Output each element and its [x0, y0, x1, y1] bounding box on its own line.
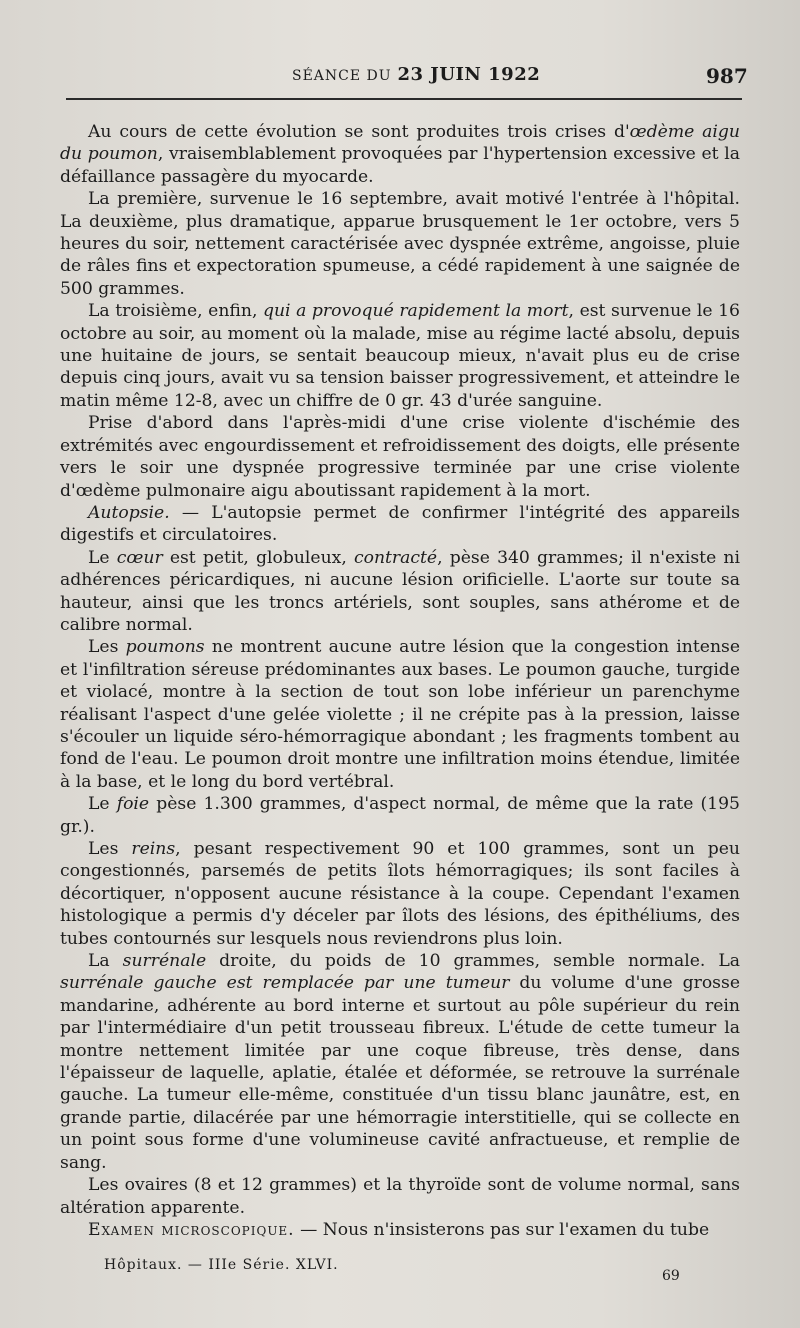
text-segment: La première, survenue le 16 septembre, avait motivé l'entrée à l'hôpital. La deuxième, plus dramatique, apparue brusquement le 1er octobre, vers 5 heures du soir, nettement caractérisée avec dyspnée extrême, angoisse, pluie de râles fins et expectoration spumeuse, a cédé rapidement à une saignée de 500 grammes.: [60, 189, 740, 299]
text-segment: ne montrent aucune autre lésion que la congestion intense et l'infiltration séreuse prédominantes aux bases. Le poumon gauche, turgide et violacé, montre à la section de tout son lobe inférieur un parenchyme réalisant l'aspect d'une gelée violette ; il ne crépite pas à la pression, laisse s'écouler un liquide séro-hémorragique abondant ; les fragments tombent au fond de l'eau. Le poumon droit montre une infiltration moins étendue, limitée à la base, et le long du bord vertébral.: [60, 637, 741, 792]
text-segment: Le: [88, 547, 117, 568]
paragraph: [60, 1174, 740, 1219]
text-segment: , pèse 340 grammes; il n'existe ni adhérences péricardiques, ni aucune lésion orificielle. L'aorte sur toute sa hauteur, ainsi que les troncs artériels, sont souples, sans athérome et de calibre normal.: [60, 547, 740, 635]
text-segment: Au cours de cette évolution se sont produites trois crises d': [88, 122, 630, 142]
text-segment: Prise d'abord dans l'après-midi d'une crise violente d'ischémie des extrémités avec engourdissement et refroidissement des doigts, elle présente vers le soir une dyspnée progressive terminée par une crise violente d'œdème pulmonaire aigu aboutissant rapidement à la mort.: [60, 413, 740, 501]
italic-text: reins: [131, 839, 176, 859]
italic-text: contracté: [353, 547, 438, 568]
italic-text: cœur: [116, 547, 163, 568]
italic-text: poumons: [125, 637, 205, 658]
text-segment: droite, du poids de 10 grammes, semble normale. La: [206, 951, 741, 972]
paragraph: [60, 1219, 740, 1241]
paragraph: [60, 793, 740, 838]
header-title-prefix: SÉANCE DU: [292, 68, 392, 84]
header-rule: [66, 98, 742, 100]
paragraph: [60, 188, 740, 300]
italic-text: qui a provoqué rapidement la mort: [262, 301, 569, 322]
paragraph: [60, 412, 740, 502]
text-segment: pèse 1.300 grammes, d'aspect normal, de même que la rate (195 gr.).: [60, 794, 740, 837]
text-segment: Les: [88, 839, 132, 859]
italic-text: foie: [116, 794, 150, 815]
text-segment: Les: [88, 637, 126, 658]
text-segment: du volume d'une grosse mandarine, adhérente au bord interne et surtout au pôle supérieur du rein par l'intermédiaire d'un petit trousseau fibreux. L'étude de cette tumeur la montre nettement limitée par une coque fibreuse, très dense, dans l'épaisseur de laquelle, aplatie, étalée et déformée, se retrouve la surrénale gauche. La tumeur elle-même, constituée d'un tissu blanc jaunâtre, est, en grande partie, dilacérée par une hémorragie interstitielle, qui se collecte en un point sous forme d'une volumineuse cavité anfractueuse, et remplie de sang.: [60, 973, 740, 1173]
paragraph: [60, 950, 740, 1174]
italic-text: surrénale: [122, 951, 207, 972]
paragraph: [60, 121, 740, 188]
text-segment: La: [88, 951, 123, 972]
paragraph: [60, 547, 740, 637]
text-segment: Le: [88, 794, 117, 815]
text-segment: — Nous n'insisterons pas sur l'examen du tube: [294, 1219, 710, 1240]
paragraph: [60, 636, 740, 793]
paragraph: [60, 502, 740, 547]
header-title-date: 23 JUIN 1922: [397, 64, 541, 85]
text-segment: est petit, globuleux,: [162, 547, 354, 568]
footer-signature: Hôpitaux. — IIIe Série. XLVI.: [104, 1257, 339, 1273]
section-heading: Examen microscopique.: [88, 1219, 295, 1240]
body-text: [60, 121, 740, 1241]
running-header: [0, 64, 800, 94]
italic-text: œdème aigu du poumon: [60, 122, 740, 165]
italic-text: surrénale gauche est remplacée par une tumeur: [60, 973, 510, 994]
italic-text: Autopsie.: [88, 502, 170, 523]
paragraph: [60, 838, 740, 950]
text-segment: , pesant respectivement 90 et 100 grammes, sont un peu congestionnés, parsemés de petits îlots hémorragiques; ils sont faciles à décortiquer, n'opposent aucune résistance à la coupe. Cependant l'examen histologique a permis d'y déceler par îlots des lésions, des épithéliums, des tubes contournés sur lesquels nous reviendrons plus loin.: [60, 839, 741, 949]
signature-number: 69: [662, 1268, 680, 1284]
text-segment: Les ovaires (8 et 12 grammes) et la thyroïde sont de volume normal, sans altération apparente.: [60, 1175, 740, 1218]
text-segment: , vraisemblablement provoquées par l'hypertension excessive et la défaillance passagère du myocarde.: [60, 144, 740, 187]
text-segment: — L'autopsie permet de confirmer l'intégrité des appareils digestifs et circulatoires.: [60, 502, 740, 546]
text-segment: La troisième, enfin,: [88, 301, 263, 322]
page-number: 987: [706, 64, 748, 88]
text-segment: , est survenue le 16 octobre au soir, au moment où la malade, mise au régime lacté absolu, depuis une huitaine de jours, se sentait beaucoup mieux, n'avait plus eu de crise depuis cinq jours, avait vu sa tension baisser progressivement, et atteindre le matin même 12-8, avec un chiffre de 0 gr. 43 d'urée sanguine.: [60, 301, 740, 411]
header-title: [292, 64, 540, 85]
paragraph: [60, 300, 740, 412]
